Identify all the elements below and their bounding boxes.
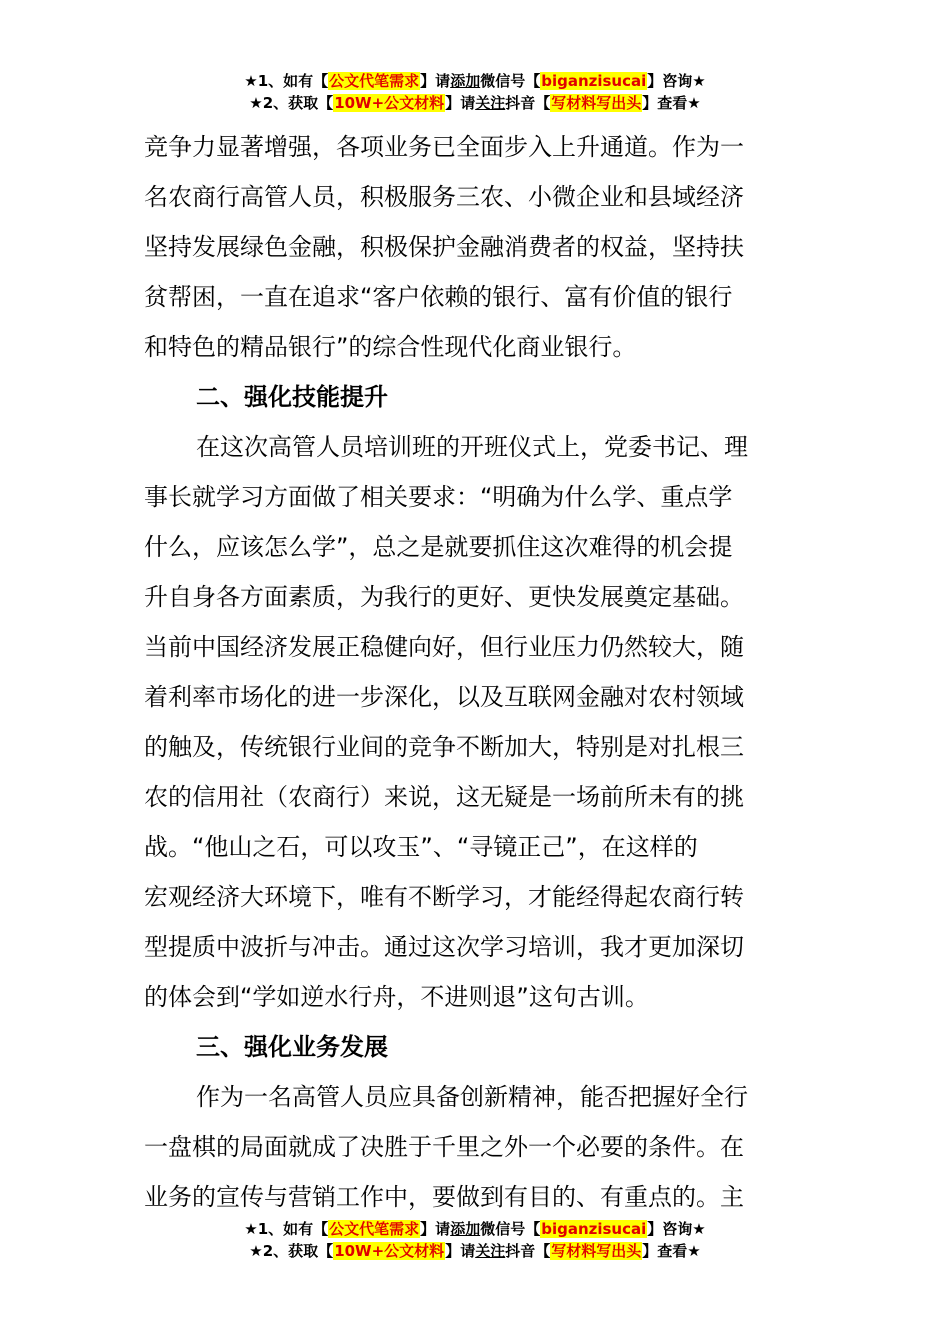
text-line: 的触及，传统银行业间的竞争不断加大，特别是对扎根三 (144, 733, 744, 761)
highlight-wechat-id: biganzisucai (541, 72, 647, 90)
highlight-douyin-account: 写材料写出头 (551, 94, 642, 112)
highlight-douyin-account: 写材料写出头 (551, 1242, 642, 1260)
text-line: 坚持发展绿色金融，积极保护金融消费者的权益，坚持扶 (144, 233, 744, 261)
highlight-materials: 10W+公文材料 (334, 1242, 445, 1260)
section-heading-2: 二、强化技能提升 (196, 383, 388, 411)
text-line: 竞争力显著增强，各项业务已全面步入上升通道。作为一 (144, 133, 744, 161)
text-line: 当前中国经济发展正稳健向好，但行业压力仍然较大，随 (144, 633, 744, 661)
banner-line-2: ★2、获取【10W+公文材料】请关注抖音【写材料写出头】查看★ (249, 1242, 701, 1260)
text-line: 型提质中波折与冲击。通过这次学习培训，我才更加深切 (144, 933, 744, 961)
paragraph-1 (144, 122, 809, 372)
highlight-wechat-id: biganzisucai (541, 1220, 647, 1238)
header-banner (0, 70, 950, 114)
text-line: 名农商行高管人员，积极服务三农、小微企业和县域经济 (144, 183, 744, 211)
text-line: 一盘棋的局面就成了决胜于千里之外一个必要的条件。在 (144, 1133, 744, 1161)
text-line: 和特色的精品银行”的综合性现代化商业银行。 (144, 333, 637, 361)
document-body (144, 122, 809, 1222)
section-heading-3: 三、强化业务发展 (196, 1033, 388, 1061)
paragraph-2 (144, 422, 809, 1022)
highlight-service: 公文代笔需求 (329, 72, 420, 90)
banner-line-1: ★1、如有【公文代笔需求】请添加微信号【biganzisucai】咨询★ (244, 1220, 706, 1238)
text-line: 的体会到“学如逆水行舟，不进则退”这句古训。 (144, 983, 649, 1011)
text-line: 贫帮困，一直在追求“客户依赖的银行、富有价值的银行 (144, 283, 733, 311)
text-line: 战。“他山之石，可以攻玉”、“寻镜正己”，在这样的 (144, 833, 698, 861)
paragraph-3 (144, 1072, 809, 1222)
text-line: 宏观经济大环境下，唯有不断学习，才能经得起农商行转 (144, 883, 744, 911)
banner-line-2: ★2、获取【10W+公文材料】请关注抖音【写材料写出头】查看★ (249, 94, 701, 112)
text-line: 升自身各方面素质，为我行的更好、更快发展奠定基础。 (144, 583, 744, 611)
footer-banner (0, 1218, 950, 1262)
text-line: 事长就学习方面做了相关要求：“明确为什么学、重点学 (144, 483, 733, 511)
text-line: 作为一名高管人员应具备创新精神，能否把握好全行 (196, 1083, 748, 1111)
text-line: 在这次高管人员培训班的开班仪式上，党委书记、理 (196, 433, 748, 461)
highlight-materials: 10W+公文材料 (334, 94, 445, 112)
text-line: 什么，应该怎么学”，总之是就要抓住这次难得的机会提 (144, 533, 733, 561)
text-line: 业务的宣传与营销工作中，要做到有目的、有重点的。主 (144, 1183, 744, 1211)
text-line: 着利率市场化的进一步深化，以及互联网金融对农村领域 (144, 683, 744, 711)
text-line: 农的信用社（农商行）来说，这无疑是一场前所未有的挑 (144, 783, 744, 811)
highlight-service: 公文代笔需求 (329, 1220, 420, 1238)
banner-line-1: ★1、如有【公文代笔需求】请添加微信号【biganzisucai】咨询★ (244, 72, 706, 90)
